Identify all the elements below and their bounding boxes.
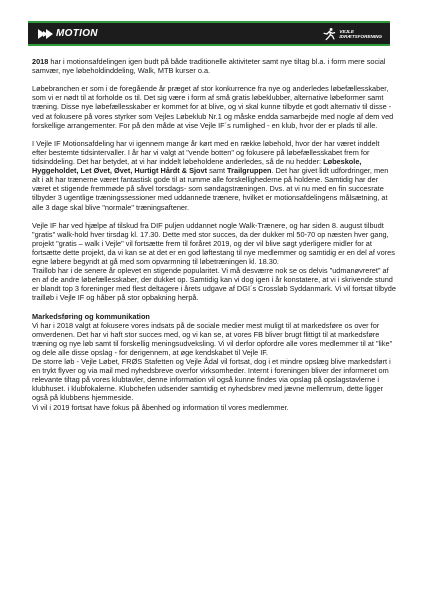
paragraph-running-groups (32, 139, 396, 212)
intro-year: 2018 (32, 57, 49, 66)
intro-text: har i motionsafdelingen igen budt på både traditionelle aktiviteter samt nye tiltag bl.a. i form mere social samvær, nye løbeholdinddeling, Walk, MTB kurser o.a. (32, 57, 386, 76)
runner-icon (322, 27, 336, 41)
vejle-if-logo (322, 27, 382, 41)
trail-group-name: Trailgruppen (227, 166, 272, 176)
groups-text-b: samt (207, 166, 228, 176)
group-names: Løbeskole, Hyggeholdet, Let Øvet, Øvet, Hurtigt Hårdt & Sjovt (32, 157, 362, 176)
groups-text-c: . Det har givet lidt udfordringer, men alt i alt har trænerne været fantastisk gode til at rumme alle forskellighederne på holdene. Samtidig har der været et stigende fremmøde på såvel torsdags- som søndagstræningen. Dvs. at vi nu med en fin succesrate tilbyder 3 ugentlige træningssessioner med uddannede trænere, hvilket er motionsafdelingens målsætning, at alle 3 dage skal blive "normale" træningsaftener. (32, 166, 389, 212)
club-name-line1: VEJLE (339, 28, 354, 34)
section-heading-marketing: Markedsføring og kommunikation (32, 311, 150, 321)
motion-title: MOTION (56, 28, 98, 39)
paragraph-social-media: Vi har i 2018 valgt at fokusere vores indsats på de sociale medier mest muligt til at markedsføre os over for omverdenen. Det har vi haft stor succes med, og vi kan se, at vores FB bliver brugt flittigt til at markedsføre træning og nye løb samt til forskellig meningsudveksling. Vi vil derfor opfordre alle vores medlemmer til at "like" og dele alle disse opslag - for derigennem, at øge kendskabet til Vejle IF. (32, 320, 393, 357)
motion-arrows-icon (38, 29, 51, 39)
motion-logo (38, 28, 98, 39)
groups-text-a: I Vejle IF Motionsafdeling har vi igennem mange år kørt med en række løbehold, hvor der har været inddelt efter bestemte tidsintervaller. I år har vi valgt at "vende botten" og fokusere på løbefællesskabet frem for tidsinddeling. Det har betydet, at vi har inddelt løbeholdene anderledes, så de nu hedder: (32, 138, 380, 167)
paragraph-events: De storre løb - Vejle Løbet, FRØS Stafetten og Vejle Ådal vil fortsat, dog i et mindre opslæg blive markedsført i en trykt flyver og via mail med nyhedsbreve overfor virksomheder. Internt i foreningen bliver der informeret om relevante tiltag på vores klubtavler, denne information vil også kunne findes via opslag på opslagstavlerne i klubhuset. i klubfokalerne. Klubchefen udsender samtidig et nyhedsbrev med jævne mellemrum, dette ligger også på klubbens hjemmeside. (32, 357, 391, 403)
paragraph-trail: Traillob har i de senere år oplevet en stigende popularitet. Vi må desværre nok se os delvis "udmanøvreret" af en af de andre løbefællesskaber, der dukket op. Samtidig kan vi dog igen i år konstatere, at vi i skrivende stund er blandt top 3 foreninger med flest deltagere i årets udgave af DGI´s Crossløb Syddanmark. Vi vil fortsat tilbyde trailløb i Vejle IF og håber på stor opbakning herpå. (32, 266, 396, 303)
club-name-line2: IDRÆTSFORENING (339, 33, 382, 39)
paragraph-competition: Løbebranchen er som i de foregående år præget af stor konkurrence fra nye og anderledes løbefællesskaber, som vi er nødt til at forholde os til. Det sig være i form af små gratis løbeklubber, alternative løbeformer samt træning. Disse nye løbefællesskaber er kommet for at blive, og vi skal kunne tilbyde et godt alternativ til disse - ved at fokusere på vores styrker som Vejles Løbeklub Nr.1 og måske endda samarbejde med nogle af dem ved forskellige arrangementer. For på den måde at vise Vejle IF´s rumlighed - en klub, hvor der er plads til alle. (32, 84, 394, 130)
paragraph-walk: Vejle IF har ved hjælpe af tilskud fra DIF puljen uddannet nogle Walk-Trænere, og har siden 8. august tilbudt "gratis" walk-hold hver tirsdag kl. 17.30. Dette med stor succes, da der dukker ml 50-70 op næsten hver gang, projekt "gratis – walk i Vejle" vil fortsætte frem til foråret 2019, og der vil blive søgt yderligere midler for at fortsætte dette projekt, da vi kan se at det er en god løftestang til nye medlemmer og samtidig er en del af vores egne løbere begyndt at gå med som opvarmning til løbetræningen kl. 18.30. (32, 220, 395, 267)
header-banner (28, 21, 390, 46)
paragraph-closing: Vi vil i 2019 fortsat have fokus på åbenhed og information til vores medlemmer. (32, 402, 289, 412)
document-body (32, 57, 396, 412)
paragraph-intro (32, 57, 396, 75)
